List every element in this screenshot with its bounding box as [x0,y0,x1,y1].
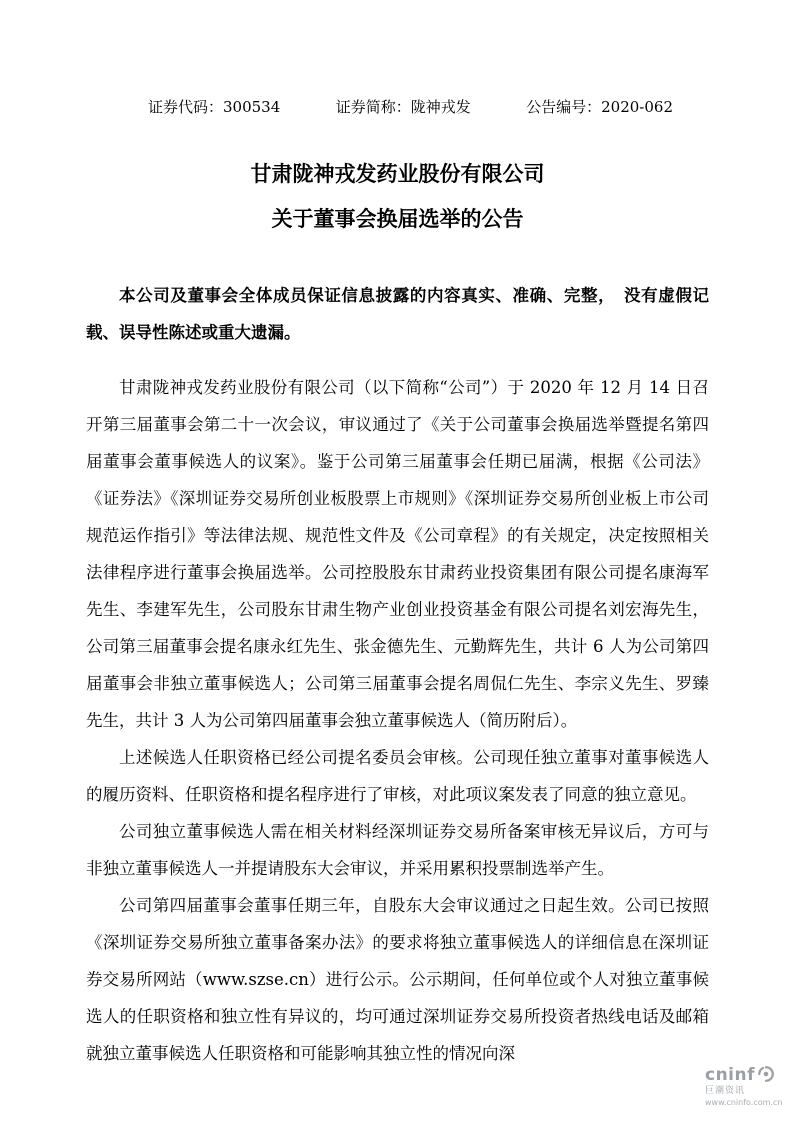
cninfo-watermark [705,1065,783,1108]
company-title: 甘肃陇神戎发药业股份有限公司 [250,161,545,186]
stock-name: 证券简称：陇神戎发 [335,98,471,116]
cninfo-swirl-icon [757,1065,775,1087]
body-paragraph: 甘肃陇神戎发药业股份有限公司（以下简称“公司”）于 2020 年 12 月 14 日召开第三届董事会第二十一次会议，审议通过了《关于公司董事会换届选举暨提名第四届董事会董事候选人的议案》。鉴于公司第三届董事会任期已届满，根据《公司法》《证券法》《深圳证券交易所创业板股票上市规则》《深圳证券交易所创业板上市公司规范运作指引》等法律法规、规范性文件及《公司章程》的有关规定，决定按照相关法律程序进行董事会换届选举。公司控股股东甘肃药业投资集团有限公司提名康海军先生、李建军先生，公司股东甘肃生物产业创业投资基金有限公司提名刘宏海先生，公司第三届董事会提名康永红先生、张金德先生、元勤辉先生，共计 6 人为公司第四届董事会非独立董事候选人；公司第三届董事会提名周侃仁先生、李宗义先生、罗臻先生，共计 3 人为公司第四届董事会独立董事候选人（简历附后）。 [86,378,709,731]
securities-header-row [148,96,673,117]
announcement-title: 关于董事会换届选举的公告 [271,206,524,232]
announcement-body [86,369,709,1072]
cninfo-wordmark: cninf [705,1065,756,1086]
stock-code: 证券代码：300534 [148,98,281,116]
body-paragraph: 公司独立董事候选人需在相关材料经深圳证券交易所备案审核无异议后，方可与非独立董事候选人一并提请股东大会审议，并采用累积投票制选举产生。 [86,822,709,879]
cninfo-logo-row [705,1065,777,1087]
body-paragraph: 公司第四届董事会董事任期三年，自股东大会审议通过之日起生效。公司已按照《深圳证券交易所独立董事备案办法》的要求将独立董事候选人的详细信息在深圳证券交易所网站（www.szse.cn）进行公示。公示期间，任何单位或个人对独立董事候选人的任职资格和独立性有异议的，均可通过深圳证券交易所投资者热线电话及邮箱就独立董事候选人任职资格和可能影响其独立性的情况向深 [86,896,709,1064]
announcement-number: 公告编号：2020-062 [526,98,673,116]
body-paragraph: 上述候选人任职资格已经公司提名委员会审核。公司现任独立董事对董事候选人的履历资料、任职资格和提名程序进行了审核，对此项议案发表了同意的独立意见。 [86,748,709,805]
cninfo-brand-cn: 巨潮资讯 [705,1086,746,1097]
cninfo-url: www.cninfo.com.cn [705,1098,783,1108]
disclaimer-statement: 本公司及董事会全体成员保证信息披露的内容真实、准确、完整， 没有虚假记载、误导性陈述或重大遗漏。 [86,286,709,343]
